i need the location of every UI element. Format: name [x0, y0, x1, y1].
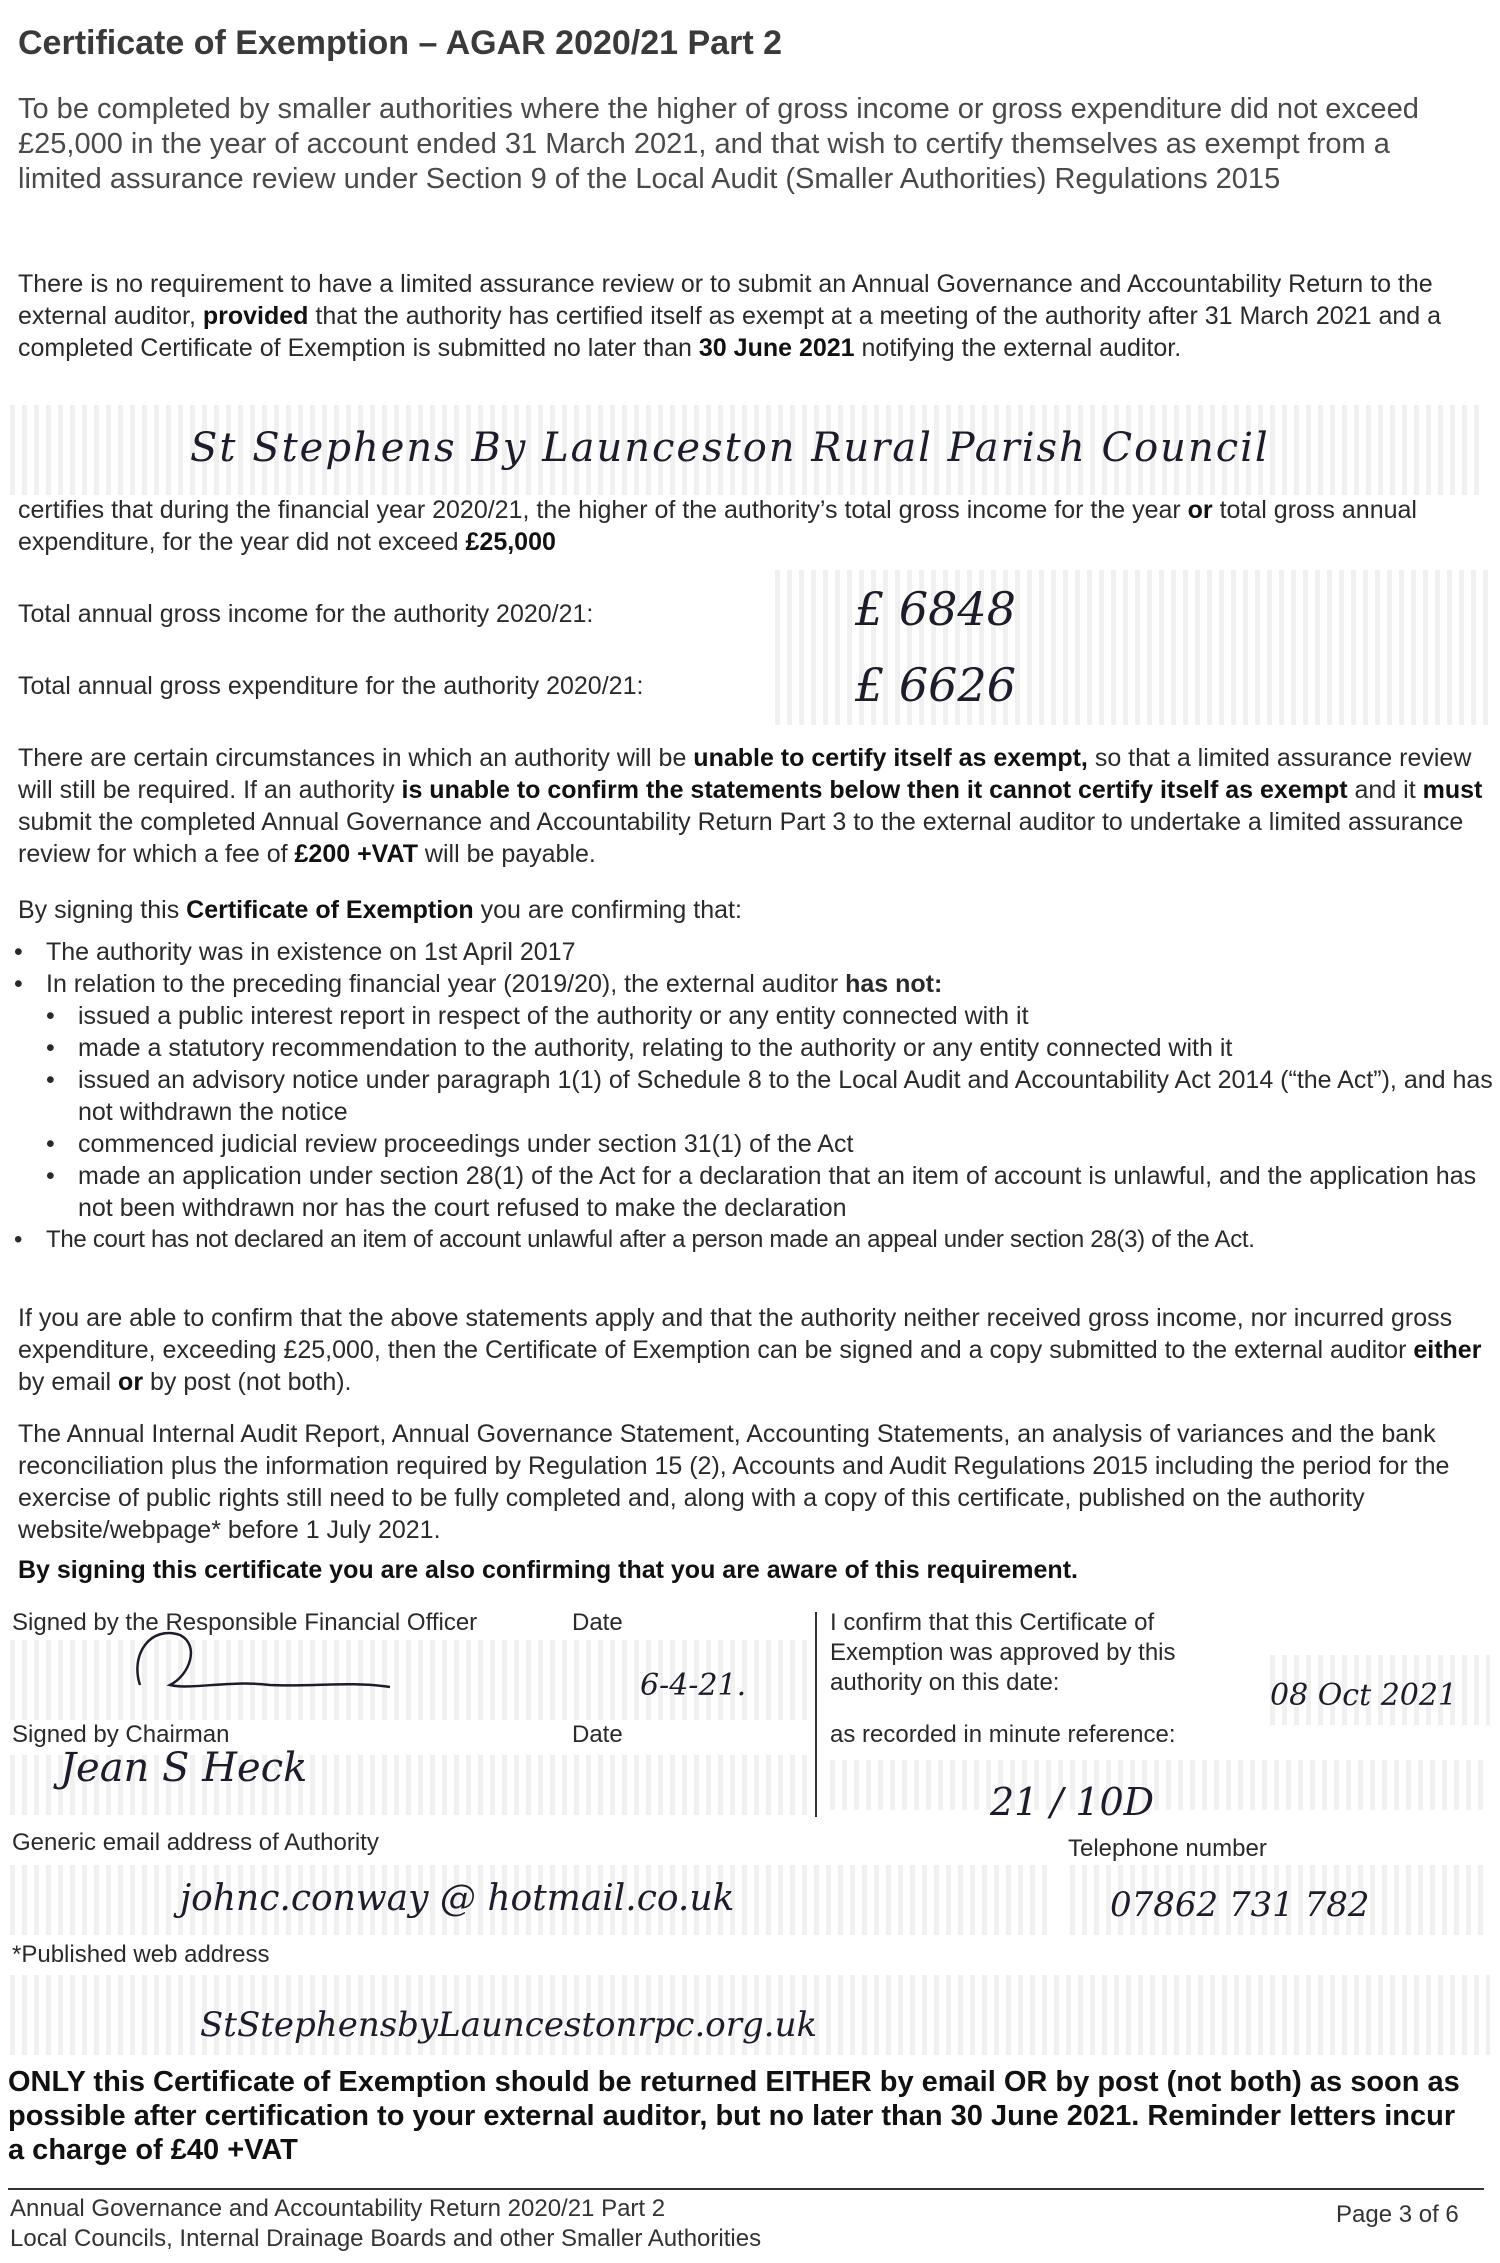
page-title: Certificate of Exemption – AGAR 2020/21 Part 2 [18, 24, 783, 62]
chairman-date-label: Date [572, 1721, 623, 1748]
rfo-signature-label: Signed by the Responsible Financial Officer [12, 1609, 478, 1636]
confirmation-list [14, 936, 1494, 1256]
able-confirm-text: If you are able to confirm that the above statements apply and that the authority neither received gross income, nor incurred gross expenditure, exceeding £25,000, then the Certificate of Exemption can be signed and a copy submitted to the external auditor either by email or by post (not both). [18, 1304, 1482, 1396]
intro-text: To be completed by smaller authorities where the higher of gross income or gross expenditure did not exceed £25,000 in the year of account ended 31 March 2021, and that wish to certify themselves as exempt from a limited assurance review under Section 9 of the Local Audit (Smaller Authorities) Regulations 2015 [18, 93, 1419, 195]
expenditure-label: Total annual gross expenditure for the authority 2020/21: [18, 672, 644, 700]
minute-ref-label: as recorded in minute reference: [830, 1721, 1176, 1748]
sub-list-item: • made an application under section 28(1) of the Act for a declaration that an item of account is unlawful, and the application has not been withdrawn nor has the court refused to make the declaration [14, 1160, 1494, 1224]
list-item: • The authority was in existence on 1st April 2017 [14, 936, 1494, 968]
internal-audit-text: The Annual Internal Audit Report, Annual Governance Statement, Accounting Statements, an analysis of variances and the bank reconciliation plus the information required by Regulation 15 (2), Accounts and Audit Regulations 2015 including the period for the exercise of public rights still need to be fully completed and, along with a copy of this certificate, published on the authority website/webpage* before 1 July 2021. [18, 1420, 1450, 1544]
email-handwritten: johnc.conway @ hotmail.co.uk [180, 1878, 735, 1919]
income-label: Total annual gross income for the authority 2020/21: [18, 600, 594, 628]
phone-handwritten: 07862 731 782 [1110, 1885, 1370, 1925]
chairman-signature-handwritten: Jean S Heck [60, 1745, 308, 1791]
list-item: • The court has not declared an item of account unlawful after a person made an appeal under section 28(3) of the Act. [14, 1224, 1494, 1256]
footer-rule [8, 2188, 1484, 2190]
chairman-signature-label: Signed by Chairman [12, 1721, 230, 1748]
certifies-text: certifies that during the financial year 2020/21, the higher of the authority’s total gross income for the year or total gross annual expenditure, for the year did not exceed £25,000 [18, 496, 1417, 556]
income-value-handwritten: £ 6848 [855, 582, 1016, 636]
signing-confirm-text: By signing this certificate you are also confirming that you are aware of this requirement. [18, 1556, 1078, 1584]
approval-confirm-label: I confirm that this Certificate of Exemption was approved by this authority on this date: [830, 1609, 1176, 1696]
minute-ref-field-background [830, 1760, 1490, 1810]
minute-ref-handwritten: 21 / 10D [990, 1780, 1155, 1824]
rfo-date-handwritten: 6-4-21. [640, 1668, 747, 1703]
rfo-date-label: Date [572, 1609, 623, 1636]
final-instructions: ONLY this Certificate of Exemption should be returned EITHER by email OR by post (not both) as soon as possible after certification to your external auditor, but no later than 30 June 2021. Reminder letters incur a charge of £40 +VAT [8, 2066, 1460, 2166]
footer-title: Annual Governance and Accountability Return 2020/21 Part 2 [10, 2195, 666, 2222]
authority-name-handwritten: St Stephens By Launceston Rural Parish Council [190, 425, 1270, 471]
sub-list-item: • made a statutory recommendation to the authority, relating to the authority or any entity connected with it [14, 1032, 1494, 1064]
sub-list-item: • issued an advisory notice under paragraph 1(1) of Schedule 8 to the Local Audit and Accountability Act 2014 (“the Act”), and has not withdrawn the notice [14, 1064, 1494, 1128]
approval-date-handwritten: 08 Oct 2021 [1270, 1678, 1458, 1713]
requirement-text: There is no requirement to have a limited assurance review or to submit an Annual Governance and Accountability Return to the external auditor, provided that the authority has certified itself as exempt at a meeting of the authority after 31 March 2021 and a completed Certificate of Exemption is submitted no later than 30 June 2021 notifying the external auditor. [18, 270, 1442, 362]
expenditure-value-handwritten: £ 6626 [855, 658, 1016, 712]
list-item: • In relation to the preceding financial year (2019/20), the external auditor has not: [14, 968, 1494, 1000]
sub-list-item: • issued a public interest report in respect of the authority or any entity connected with it [14, 1000, 1494, 1032]
rfo-signature-scribble [120, 1615, 400, 1715]
web-address-handwritten: StStephensbyLauncestonrpc.org.uk [200, 2005, 818, 2045]
footer-subtitle: Local Councils, Internal Drainage Boards and other Smaller Authorities [10, 2225, 762, 2252]
sub-list-item: • commenced judicial review proceedings under section 31(1) of the Act [14, 1128, 1494, 1160]
web-address-label: *Published web address [12, 1941, 270, 1968]
circumstances-text: There are certain circumstances in which an authority will be unable to certify itself as exempt, so that a limited assurance review will still be required. If an authority is unable to confirm the statements below then it cannot certify itself as exempt and it must submit the completed Annual Governance and Accountability Return Part 3 to the external auditor to undertake a limited assurance review for which a fee of £200 +VAT will be payable. [18, 744, 1483, 868]
phone-label: Telephone number [1068, 1835, 1267, 1862]
confirm-intro-text: By signing this Certificate of Exemption you are confirming that: [18, 896, 742, 924]
page-number: Page 3 of 6 [1336, 2201, 1459, 2228]
signature-divider [815, 1612, 817, 1817]
email-label: Generic email address of Authority [12, 1829, 379, 1856]
